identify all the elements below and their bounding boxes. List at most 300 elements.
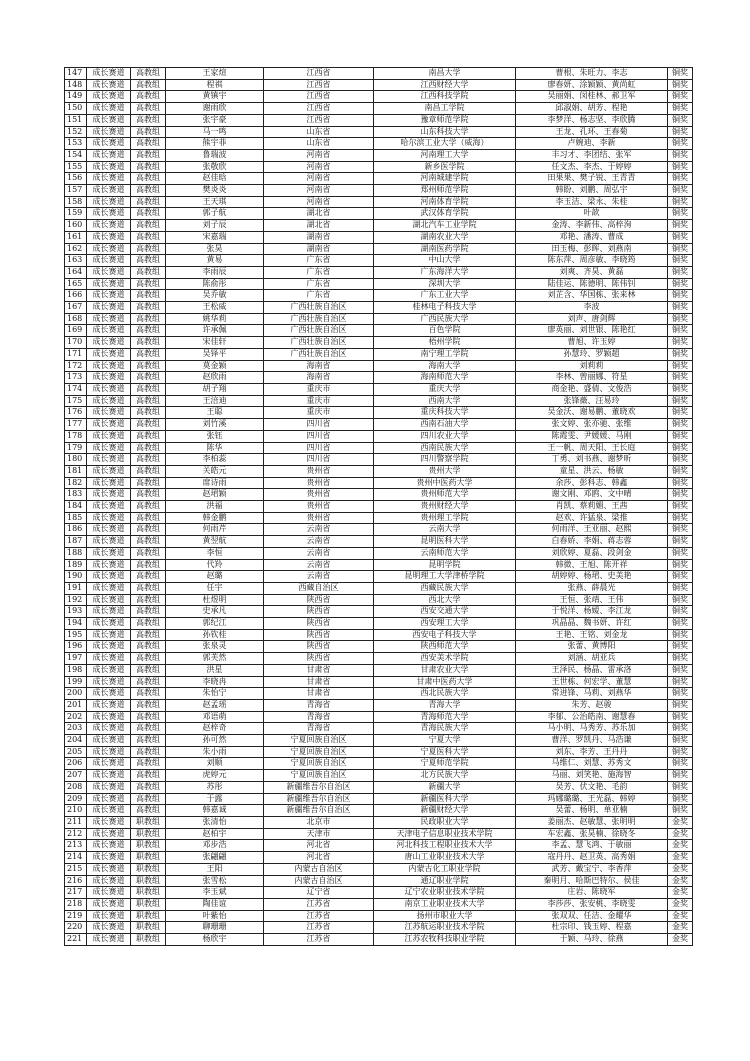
leader-cell: 李玉斌 — [166, 887, 264, 899]
school-cell: 湖北汽车工业学院 — [374, 220, 516, 232]
advisors-cell: 张锋薇、汪易玲 — [516, 395, 668, 407]
group-cell: 高教组 — [131, 302, 166, 314]
row-number: 208 — [65, 781, 87, 793]
advisors-cell: 李梦洋、杨志坚、李欣腾 — [516, 114, 668, 126]
advisors-cell: 孙慧玲、罗颖超 — [516, 348, 668, 360]
track-cell: 成长赛道 — [87, 922, 131, 934]
table-row — [65, 699, 693, 711]
row-number: 188 — [65, 547, 87, 559]
group-cell: 高教组 — [131, 173, 166, 185]
leader-cell: 王涪迪 — [166, 395, 264, 407]
award-cell: 铜奖 — [668, 664, 693, 676]
advisors-cell: 常进锋、马莉、刘燕华 — [516, 688, 668, 700]
group-cell: 高教组 — [131, 735, 166, 747]
award-cell: 金奖 — [668, 817, 693, 829]
advisors-cell: 于悦洋、杨嫒、李江龙 — [516, 606, 668, 618]
award-cell: 铜奖 — [668, 512, 693, 524]
award-cell: 铜奖 — [668, 395, 693, 407]
province-cell: 天津市 — [264, 828, 374, 840]
track-cell: 成长赛道 — [87, 653, 131, 665]
group-cell: 高教组 — [131, 383, 166, 395]
group-cell: 高教组 — [131, 266, 166, 278]
school-cell: 宁夏医科大学 — [374, 746, 516, 758]
leader-cell: 王阳 — [166, 863, 264, 875]
track-cell: 成长赛道 — [87, 828, 131, 840]
leader-cell: 黄易 — [166, 255, 264, 267]
school-cell: 唐山工业职业技术大学 — [374, 852, 516, 864]
table-row — [65, 360, 693, 372]
province-cell: 山东省 — [264, 138, 374, 150]
school-cell: 梧州学院 — [374, 337, 516, 349]
leader-cell: 李柏蕊 — [166, 454, 264, 466]
advisors-cell: 韩微、王旭、陈开祥 — [516, 559, 668, 571]
group-cell: 高教组 — [131, 559, 166, 571]
province-cell: 甘肃省 — [264, 688, 374, 700]
row-number: 185 — [65, 512, 87, 524]
group-cell: 高教组 — [131, 699, 166, 711]
award-cell: 铜奖 — [668, 348, 693, 360]
award-cell: 铜奖 — [668, 571, 693, 583]
track-cell: 成长赛道 — [87, 746, 131, 758]
province-cell: 内蒙古自治区 — [264, 863, 374, 875]
award-cell: 铜奖 — [668, 606, 693, 618]
province-cell: 云南省 — [264, 547, 374, 559]
school-cell: 贵州财经大学 — [374, 501, 516, 513]
table-row — [65, 863, 693, 875]
track-cell: 成长赛道 — [87, 278, 131, 290]
table-row — [65, 126, 693, 138]
table-row — [65, 91, 693, 103]
leader-cell: 代羚 — [166, 559, 264, 571]
school-cell: 河南城建学院 — [374, 173, 516, 185]
school-cell: 南昌工学院 — [374, 103, 516, 115]
province-cell: 湖南省 — [264, 231, 374, 243]
table-row — [65, 337, 693, 349]
group-cell: 职教组 — [131, 898, 166, 910]
leader-cell: 张宇豪 — [166, 114, 264, 126]
award-cell: 铜奖 — [668, 559, 693, 571]
table-row — [65, 173, 693, 185]
province-cell: 陕西省 — [264, 594, 374, 606]
province-cell: 宁夏回族自治区 — [264, 758, 374, 770]
leader-cell: 苏彤 — [166, 781, 264, 793]
advisors-cell: 朱芳、赵骏 — [516, 699, 668, 711]
table-row — [65, 255, 693, 267]
row-number: 181 — [65, 465, 87, 477]
province-cell: 河南省 — [264, 149, 374, 161]
leader-cell: 孙可然 — [166, 735, 264, 747]
row-number: 190 — [65, 571, 87, 583]
table-row — [65, 442, 693, 454]
group-cell: 高教组 — [131, 770, 166, 782]
table-row — [65, 805, 693, 817]
leader-cell: 杜煜明 — [166, 594, 264, 606]
province-cell: 河南省 — [264, 196, 374, 208]
row-number: 187 — [65, 536, 87, 548]
track-cell: 成长赛道 — [87, 699, 131, 711]
track-cell: 成长赛道 — [87, 910, 131, 922]
table-row — [65, 196, 693, 208]
group-cell: 高教组 — [131, 360, 166, 372]
province-cell: 青海省 — [264, 723, 374, 735]
award-table — [64, 67, 693, 946]
leader-cell: 邓步浩 — [166, 840, 264, 852]
advisors-cell: 吴金沃、谢易鹏、董晓欢 — [516, 407, 668, 419]
row-number: 218 — [65, 898, 87, 910]
advisors-cell: 李莎莎、张安桃、李晓雯 — [516, 898, 668, 910]
table-row — [65, 746, 693, 758]
school-cell: 西藏民族大学 — [374, 582, 516, 594]
track-cell: 成长赛道 — [87, 582, 131, 594]
award-cell: 铜奖 — [668, 501, 693, 513]
group-cell: 高教组 — [131, 208, 166, 220]
school-cell: 西安交通大学 — [374, 606, 516, 618]
row-number: 197 — [65, 653, 87, 665]
advisors-cell: 吴丽娟、闵桂林、郝卫军 — [516, 91, 668, 103]
table-row — [65, 68, 693, 80]
group-cell: 高教组 — [131, 103, 166, 115]
row-number: 156 — [65, 173, 87, 185]
advisors-cell: 童星、洪云、杨敏 — [516, 465, 668, 477]
leader-cell: 马一鸣 — [166, 126, 264, 138]
leader-cell: 樊炎炎 — [166, 185, 264, 197]
row-number: 164 — [65, 266, 87, 278]
row-number: 186 — [65, 524, 87, 536]
table-row — [65, 641, 693, 653]
group-cell: 高教组 — [131, 805, 166, 817]
school-cell: 湖南农业大学 — [374, 231, 516, 243]
table-row — [65, 138, 693, 150]
track-cell: 成长赛道 — [87, 723, 131, 735]
advisors-cell: 胡婷婷、杨珺、史美艳 — [516, 571, 668, 583]
group-cell: 高教组 — [131, 220, 166, 232]
leader-cell: 宋佳轩 — [166, 337, 264, 349]
leader-cell: 赵珺颖 — [166, 489, 264, 501]
group-cell: 高教组 — [131, 571, 166, 583]
advisors-cell: 邱淑娟、胡芳、程艳 — [516, 103, 668, 115]
award-cell: 铜奖 — [668, 313, 693, 325]
award-list-page — [64, 67, 692, 946]
award-cell: 铜奖 — [668, 185, 693, 197]
track-cell: 成长赛道 — [87, 758, 131, 770]
group-cell: 高教组 — [131, 348, 166, 360]
table-row — [65, 582, 693, 594]
advisors-cell: 王一帆、周天阳、王长庭 — [516, 442, 668, 454]
leader-cell: 张翩翩 — [166, 852, 264, 864]
row-number: 149 — [65, 91, 87, 103]
award-cell: 铜奖 — [668, 290, 693, 302]
group-cell: 高教组 — [131, 290, 166, 302]
group-cell: 高教组 — [131, 512, 166, 524]
track-cell: 成长赛道 — [87, 664, 131, 676]
school-cell: 甘肃中医药大学 — [374, 676, 516, 688]
group-cell: 高教组 — [131, 594, 166, 606]
school-cell: 新疆大学 — [374, 781, 516, 793]
province-cell: 江西省 — [264, 91, 374, 103]
advisors-cell: 马丽、刘笑艳、施海智 — [516, 770, 668, 782]
advisors-cell: 金涛、李新伟、高梓洵 — [516, 220, 668, 232]
province-cell: 河南省 — [264, 173, 374, 185]
award-cell: 金奖 — [668, 875, 693, 887]
leader-cell: 席诗雨 — [166, 477, 264, 489]
province-cell: 河南省 — [264, 185, 374, 197]
award-cell: 铜奖 — [668, 547, 693, 559]
leader-cell: 鲁瑞波 — [166, 149, 264, 161]
leader-cell: 张雪松 — [166, 875, 264, 887]
table-row — [65, 114, 693, 126]
leader-cell: 宋嘉瑞 — [166, 231, 264, 243]
row-number: 216 — [65, 875, 87, 887]
leader-cell: 聊珊珊 — [166, 922, 264, 934]
advisors-cell: 邓艳、潘涛、曹成 — [516, 231, 668, 243]
school-cell: 豫章师范学院 — [374, 114, 516, 126]
award-cell: 铜奖 — [668, 68, 693, 80]
school-cell: 广东海洋大学 — [374, 266, 516, 278]
track-cell: 成长赛道 — [87, 489, 131, 501]
award-cell: 铜奖 — [668, 489, 693, 501]
province-cell: 河北省 — [264, 840, 374, 852]
advisors-cell: 刘涵、胡亚兵 — [516, 653, 668, 665]
track-cell: 成长赛道 — [87, 231, 131, 243]
award-cell: 铜奖 — [668, 231, 693, 243]
track-cell: 成长赛道 — [87, 863, 131, 875]
award-cell: 铜奖 — [668, 302, 693, 314]
leader-cell: 洪星 — [166, 664, 264, 676]
award-cell: 铜奖 — [668, 477, 693, 489]
leader-cell: 吴铎平 — [166, 348, 264, 360]
row-number: 166 — [65, 290, 87, 302]
group-cell: 高教组 — [131, 255, 166, 267]
group-cell: 高教组 — [131, 536, 166, 548]
track-cell: 成长赛道 — [87, 220, 131, 232]
school-cell: 山东科技大学 — [374, 126, 516, 138]
award-cell: 铜奖 — [668, 337, 693, 349]
province-cell: 重庆市 — [264, 383, 374, 395]
advisors-cell: 任文杰、李杰、于婷婷 — [516, 161, 668, 173]
track-cell: 成长赛道 — [87, 536, 131, 548]
province-cell: 广西壮族自治区 — [264, 348, 374, 360]
table-row — [65, 419, 693, 431]
school-cell: 哈尔滨工业大学（威海） — [374, 138, 516, 150]
row-number: 209 — [65, 793, 87, 805]
table-row — [65, 793, 693, 805]
province-cell: 内蒙古自治区 — [264, 875, 374, 887]
province-cell: 四川省 — [264, 442, 374, 454]
province-cell: 贵州省 — [264, 489, 374, 501]
track-cell: 成长赛道 — [87, 559, 131, 571]
award-cell: 铜奖 — [668, 676, 693, 688]
award-cell: 铜奖 — [668, 266, 693, 278]
table-row — [65, 898, 693, 910]
table-row — [65, 887, 693, 899]
table-row — [65, 208, 693, 220]
group-cell: 职教组 — [131, 910, 166, 922]
school-cell: 云南师范大学 — [374, 547, 516, 559]
track-cell: 成长赛道 — [87, 641, 131, 653]
group-cell: 职教组 — [131, 922, 166, 934]
group-cell: 高教组 — [131, 313, 166, 325]
track-cell: 成长赛道 — [87, 898, 131, 910]
advisors-cell: 吴芳、伏文艳、毛韵 — [516, 781, 668, 793]
award-cell: 铜奖 — [668, 442, 693, 454]
province-cell: 青海省 — [264, 711, 374, 723]
award-cell: 铜奖 — [668, 758, 693, 770]
group-cell: 高教组 — [131, 149, 166, 161]
award-cell: 金奖 — [668, 852, 693, 864]
province-cell: 江苏省 — [264, 910, 374, 922]
advisors-cell: 丰习才、李团结、张军 — [516, 149, 668, 161]
award-cell: 铜奖 — [668, 735, 693, 747]
track-cell: 成长赛道 — [87, 875, 131, 887]
province-cell: 贵州省 — [264, 465, 374, 477]
award-cell: 铜奖 — [668, 454, 693, 466]
school-cell: 贵州师范大学 — [374, 489, 516, 501]
school-cell: 青海师范大学 — [374, 711, 516, 723]
leader-cell: 姚华莉 — [166, 313, 264, 325]
row-number: 202 — [65, 711, 87, 723]
leader-cell: 孙钦桂 — [166, 629, 264, 641]
row-number: 153 — [65, 138, 87, 150]
leader-cell: 胡子翔 — [166, 383, 264, 395]
table-row — [65, 758, 693, 770]
track-cell: 成长赛道 — [87, 676, 131, 688]
track-cell: 成长赛道 — [87, 770, 131, 782]
group-cell: 高教组 — [131, 664, 166, 676]
table-row — [65, 454, 693, 466]
row-number: 205 — [65, 746, 87, 758]
award-cell: 金奖 — [668, 863, 693, 875]
group-cell: 高教组 — [131, 243, 166, 255]
table-row — [65, 922, 693, 934]
table-row — [65, 524, 693, 536]
group-cell: 高教组 — [131, 746, 166, 758]
group-cell: 高教组 — [131, 185, 166, 197]
province-cell: 宁夏回族自治区 — [264, 746, 374, 758]
row-number: 160 — [65, 220, 87, 232]
advisors-cell: 余莎、彭科志、韩鑫 — [516, 477, 668, 489]
group-cell: 高教组 — [131, 489, 166, 501]
province-cell: 甘肃省 — [264, 664, 374, 676]
award-cell: 铜奖 — [668, 149, 693, 161]
leader-cell: 许承佩 — [166, 325, 264, 337]
province-cell: 云南省 — [264, 571, 374, 583]
award-cell: 金奖 — [668, 840, 693, 852]
province-cell: 山东省 — [264, 126, 374, 138]
row-number: 159 — [65, 208, 87, 220]
row-number: 151 — [65, 114, 87, 126]
table-row — [65, 781, 693, 793]
track-cell: 成长赛道 — [87, 383, 131, 395]
advisors-cell: 李林、曾丽娜、符星 — [516, 372, 668, 384]
award-cell: 铜奖 — [668, 594, 693, 606]
group-cell: 高教组 — [131, 419, 166, 431]
group-cell: 高教组 — [131, 114, 166, 126]
table-row — [65, 325, 693, 337]
track-cell: 成长赛道 — [87, 606, 131, 618]
row-number: 191 — [65, 582, 87, 594]
province-cell: 广西壮族自治区 — [264, 302, 374, 314]
province-cell: 广西壮族自治区 — [264, 313, 374, 325]
table-row — [65, 875, 693, 887]
advisors-cell: 卢婉迪、李新 — [516, 138, 668, 150]
group-cell: 高教组 — [131, 501, 166, 513]
province-cell: 陕西省 — [264, 641, 374, 653]
advisors-cell: 刘芷含、华国栋、张来林 — [516, 290, 668, 302]
leader-cell: 张昊 — [166, 243, 264, 255]
row-number: 158 — [65, 196, 87, 208]
advisors-cell: 田果果、樊子锐、王青青 — [516, 173, 668, 185]
table-row — [65, 711, 693, 723]
table-row — [65, 348, 693, 360]
school-cell: 贵州理工学院 — [374, 512, 516, 524]
track-cell: 成长赛道 — [87, 501, 131, 513]
table-row — [65, 395, 693, 407]
row-number: 193 — [65, 606, 87, 618]
group-cell: 高教组 — [131, 524, 166, 536]
award-cell: 铜奖 — [668, 407, 693, 419]
province-cell: 贵州省 — [264, 477, 374, 489]
group-cell: 高教组 — [131, 325, 166, 337]
track-cell: 成长赛道 — [87, 477, 131, 489]
advisors-cell: 陆佳运、陈德明、陈伟钊 — [516, 278, 668, 290]
group-cell: 高教组 — [131, 618, 166, 630]
row-number: 147 — [65, 68, 87, 80]
leader-cell: 张清怡 — [166, 817, 264, 829]
leader-cell: 虎婷元 — [166, 770, 264, 782]
table-row — [65, 653, 693, 665]
row-number: 154 — [65, 149, 87, 161]
advisors-cell: 曹根、朱旺力、李志 — [516, 68, 668, 80]
row-number: 161 — [65, 231, 87, 243]
leader-cell: 程祺 — [166, 79, 264, 91]
row-number: 148 — [65, 79, 87, 91]
school-cell: 宁夏大学 — [374, 735, 516, 747]
row-number: 196 — [65, 641, 87, 653]
track-cell: 成长赛道 — [87, 302, 131, 314]
school-cell: 江西科技学院 — [374, 91, 516, 103]
award-cell: 铜奖 — [668, 641, 693, 653]
school-cell: 西南民族大学 — [374, 442, 516, 454]
group-cell: 高教组 — [131, 688, 166, 700]
track-cell: 成长赛道 — [87, 840, 131, 852]
advisors-cell: 张蕾、黄博阳 — [516, 641, 668, 653]
advisors-cell: 李郁、公治皓南、谢慧春 — [516, 711, 668, 723]
province-cell: 新疆维吾尔自治区 — [264, 805, 374, 817]
leader-cell: 朱怡宁 — [166, 688, 264, 700]
table-row — [65, 536, 693, 548]
table-row — [65, 430, 693, 442]
advisors-cell: 王恒、张靖、王伟 — [516, 594, 668, 606]
row-number: 199 — [65, 676, 87, 688]
track-cell: 成长赛道 — [87, 852, 131, 864]
advisors-cell: 廖春妍、涂颖颖、黄尚虹 — [516, 79, 668, 91]
row-number: 184 — [65, 501, 87, 513]
province-cell: 江西省 — [264, 68, 374, 80]
advisors-cell: 廖英丽、刘世银、陈艳红 — [516, 325, 668, 337]
school-cell: 南京工业职业技术大学 — [374, 898, 516, 910]
leader-cell: 王天琪 — [166, 196, 264, 208]
award-cell: 铜奖 — [668, 805, 693, 817]
award-cell: 铜奖 — [668, 372, 693, 384]
track-cell: 成长赛道 — [87, 618, 131, 630]
school-cell: 四川农业大学 — [374, 430, 516, 442]
row-number: 210 — [65, 805, 87, 817]
advisors-cell: 于颖、马玲、徐燕 — [516, 934, 668, 946]
province-cell: 湖北省 — [264, 208, 374, 220]
leader-cell: 邓语萌 — [166, 711, 264, 723]
school-cell: 中山大学 — [374, 255, 516, 267]
school-cell: 贵州大学 — [374, 465, 516, 477]
